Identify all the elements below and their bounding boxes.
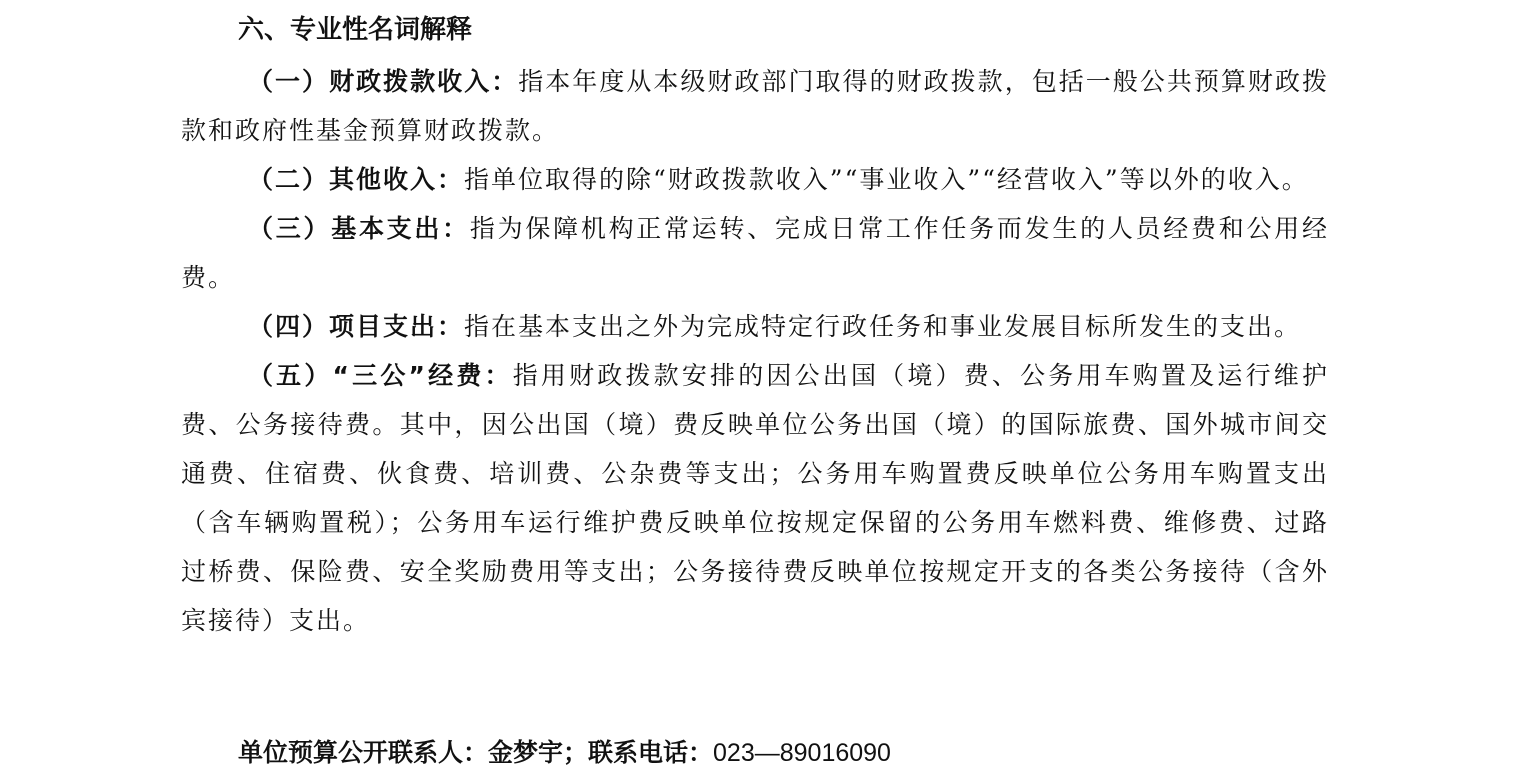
definition-term: （四）项目支出： [248,312,465,341]
contact-phone: 023—89016090 [713,739,891,767]
definitions-list [181,57,1329,645]
definition-text: 指为保障机构正常运转、完成日常工作任务而发生的人员经费和公用经费。 [181,214,1329,292]
definition-paragraph [181,302,1329,351]
definition-term: （一）财政拨款收入： [248,67,519,96]
definition-text: 指本年度从本级财政部门取得的财政拨款，包括一般公共预算财政拨款和政府性基金预算财政拨款。 [181,67,1329,145]
definition-term: （三）基本支出： [248,214,470,243]
definition-paragraph [181,351,1329,645]
definition-term: （二）其他收入： [248,165,465,194]
definition-text: 指单位取得的除“财政拨款收入”“事业收入”“经营收入”等以外的收入。 [464,165,1309,194]
contact-line [238,732,891,774]
section-heading: 六、专业性名词解释 [238,15,473,45]
definition-term: （五）“三公”经费： [248,361,513,390]
definition-text: 指用财政拨款安排的因公出国（境）费、公务用车购置及运行维护费、公务接待费。其中，因公出国（境）费反映单位公务出国（境）的国际旅费、国外城市间交通费、住宿费、伙食费、培训费、公杂费等支出；公务用车购置费反映单位公务用车购置支出（含车辆购置税）；公务用车运行维护费反映单位按规定保留的公务用车燃料费、维修费、过路过桥费、保险费、安全奖励费用等支出；公务接待费反映单位按规定开支的各类公务接待（含外宾接待）支出。 [181,361,1329,635]
definition-paragraph [181,155,1329,204]
definition-paragraph [181,57,1329,155]
definition-text: 指在基本支出之外为完成特定行政任务和事业发展目标所发生的支出。 [464,312,1302,341]
definition-paragraph [181,204,1329,302]
contact-label: 单位预算公开联系人：金梦宇；联系电话： [238,738,714,767]
